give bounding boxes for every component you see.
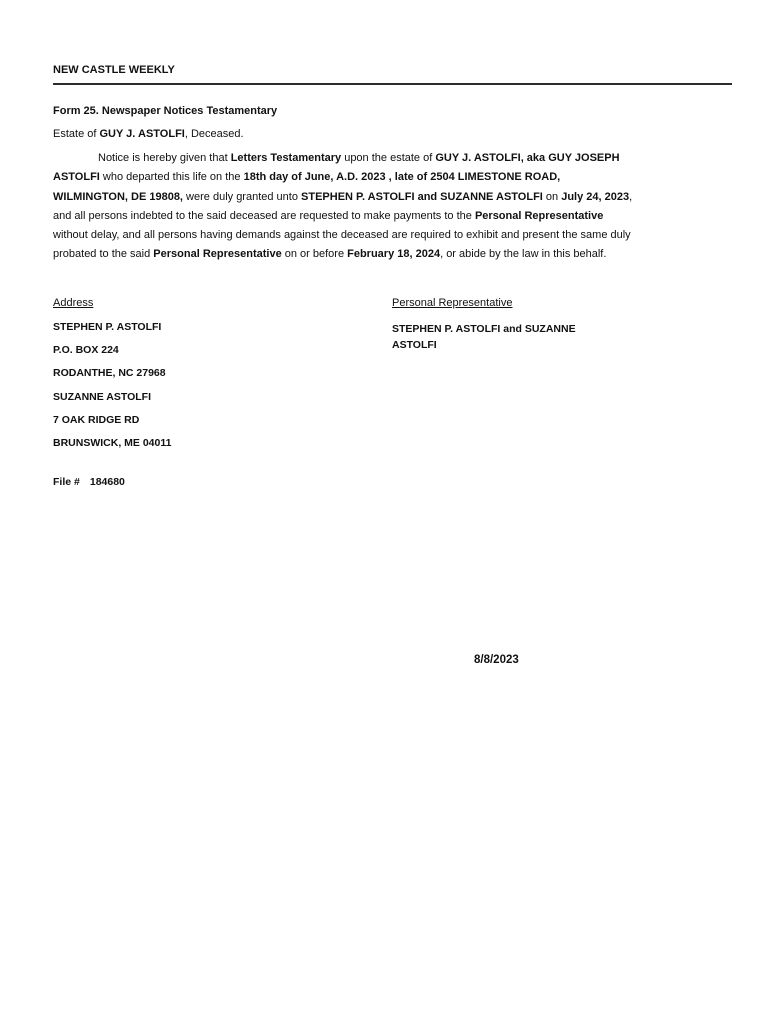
estate-line xyxy=(53,128,244,140)
address-line: P.O. BOX 224 xyxy=(53,344,119,357)
notice-paragraph xyxy=(53,149,633,265)
address-line: STEPHEN P. ASTOLFI xyxy=(53,321,162,333)
header-rule xyxy=(53,83,732,85)
decedent-full-name: GUY J. ASTOLFI, aka GUY JOSEPH ASTOLFI xyxy=(53,152,620,184)
notice-text-4: were duly granted unto xyxy=(183,190,302,203)
notice-text-5: on xyxy=(542,190,562,203)
estate-suffix: , Deceased. xyxy=(184,128,244,140)
notice-date: 8/8/2023 xyxy=(474,654,519,666)
address-line: RODANTHE, NC 27968 xyxy=(53,367,166,380)
grant-date: July 24, 2023 xyxy=(561,190,630,203)
notice-text-7: without delay, and all persons having demands against the deceased are required to exhibit and present the same duly probated to the said xyxy=(53,229,631,261)
estate-prefix: Estate of xyxy=(53,128,100,140)
publication-name: NEW CASTLE WEEKLY xyxy=(53,64,175,76)
notice-text-2: upon the estate of xyxy=(341,152,436,164)
claim-deadline: February 18, 2024 xyxy=(347,248,441,261)
personal-representative-names: STEPHEN P. ASTOLFI and SUZANNE ASTOLFI xyxy=(392,323,576,351)
personal-representative-heading: Personal Representative xyxy=(392,297,513,309)
address-line: 7 OAK RIDGE RD xyxy=(53,413,140,426)
file-label: File # xyxy=(53,476,80,488)
personal-representative-term-2: Personal Representative xyxy=(153,248,282,261)
letters-testamentary: Letters Testamentary xyxy=(230,152,342,164)
grantee-names: STEPHEN P. ASTOLFI and SUZANNE ASTOLFI xyxy=(301,190,543,203)
personal-representative-term-1: Personal Representative xyxy=(474,209,604,222)
notice-text-3: who departed this life on the xyxy=(99,171,244,184)
file-number-line xyxy=(53,476,125,488)
death-date-residence: 18th day of June, A.D. 2023 , late of 2504 LIMESTONE ROAD, WILMINGTON, DE 19808, xyxy=(53,171,561,203)
decedent-name: GUY J. ASTOLFI xyxy=(99,128,185,140)
notice-text-9: , or abide by the law in this behalf. xyxy=(440,248,607,261)
address-line: SUZANNE ASTOLFI xyxy=(53,390,152,403)
form-title: Form 25. Newspaper Notices Testamentary xyxy=(53,105,278,117)
notice-text-1: Notice is hereby given that xyxy=(98,152,231,164)
notice-text-8: on or before xyxy=(281,248,348,261)
notice-text-6: , and all persons indebted to the said deceased are requested to make payments to the xyxy=(53,190,633,222)
file-number: 184680 xyxy=(89,476,125,488)
address-heading: Address xyxy=(53,297,94,309)
address-list xyxy=(53,321,171,460)
address-line: BRUNSWICK, ME 04011 xyxy=(53,436,172,449)
